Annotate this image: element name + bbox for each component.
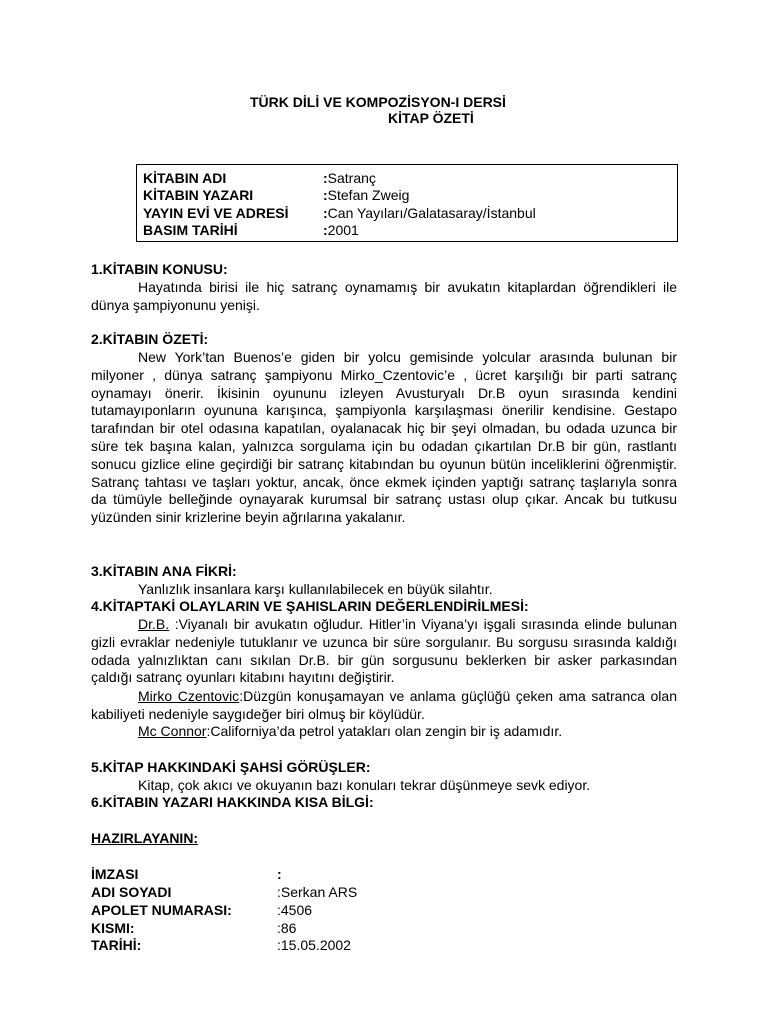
section-heading-fikir: 3.KİTABIN ANA FİKRİ: <box>91 563 237 579</box>
book-info-value: :Can Yayıları/Galatasaray/İstanbul <box>323 205 536 221</box>
book-info-value: :2001 <box>323 222 359 238</box>
section-heading-gorusler: 5.KİTAP HAKKINDAKİ ŞAHSİ GÖRÜŞLER: <box>91 759 371 775</box>
character-description: :Viyanalı bir avukatın oğludur. Hitler’in Viyana’yı işgali sırasında elinde bulunan gizli evraklar nedeniyle tutuklanır ve uzunca bir süre sorgulanır. Bu sorgusu sırasında kaldığı odada yalnızlıktan canı sıkılan Dr.B. bir gün sorgusunu beklerken bir asker parkasından çaldığı satranç oyunları kitabını hayıtını değiştirir. <box>91 616 677 686</box>
character-description: :Düzgün konuşamayan ve anlama güçlüğü çeken ama satranca olan kabiliyeti nedeniyle saygıdeğer biri olmuş bir köylüdür. <box>91 688 677 722</box>
preparer-field-label: KISMI: <box>91 920 135 936</box>
character-description: :Californiya’da petrol yatakları olan zengin bir iş adamıdır. <box>206 723 563 739</box>
preparer-field-value: :15.05.2002 <box>277 937 351 953</box>
preparer-field-label: APOLET NUMARASI: <box>91 902 232 918</box>
section-text-gorusler: Kitap, çok akıcı ve okuyanın bazı konuları tekrar düşünmeye sevk ediyor. <box>138 777 591 793</box>
book-info-label: BASIM TARİHİ <box>143 222 238 238</box>
preparer-field-value: :4506 <box>277 902 313 918</box>
book-info-label: YAYIN EVİ VE ADRESİ <box>143 205 289 221</box>
character-name: Dr.B. <box>138 616 170 632</box>
preparer-field-value: :Serkan ARS <box>277 884 358 900</box>
book-info-label: KİTABIN YAZARI <box>143 187 254 203</box>
section-text-ozet: New York’tan Buenos’e giden bir yolcu gemisinde yolcular arasında bulunan bir milyoner , dünya satranç şampiyonu Mirko_Czentovic’e , ücret karşılığı bir parti satranç oynamayı önerir. İkisinin oyununu izleyen Avusturyalı Dr.B oyun sırasında kendini tutamayıponların oyununa karışınca, şampiyonla karşılaşması önerilir kendisine. Gestapo tarafından bir otel odasına kapatılan, oyalanacak hiç bir şeyi olmadan, bu odada uzunca bir süre tek başına kalan, yalnızca sorgulama için bu odadan çıkartılan Dr.B bir gün, rastlantı sonucu gizlice eline geçirdiği bir satranç kitabından bu oyunun bütün inceliklerini öğrenmiştir. Satranç tahtası ve taşları yoktur, ancak, önce ekmek içinden yaptığı satranç taşlarıyla sonra da tümüyle belleğinde oynayarak kurumsal bir satranç ustası olup çıkar. Ancak bu tutkusu yüzünden sinir krizlerine beyin ağrılarına yakalanır. <box>91 349 677 526</box>
section-heading-konu: 1.KİTABIN KONUSU: <box>91 261 228 277</box>
preparer-field-label: ADI SOYADI <box>91 884 172 900</box>
book-info-value: :Stefan Zweig <box>323 187 410 203</box>
preparer-field-value: : <box>277 866 282 882</box>
preparer-heading: HAZIRLAYANIN: <box>91 830 199 846</box>
character-name: Mc Connor <box>138 723 207 739</box>
document-title: KİTAP ÖZETİ <box>388 110 474 126</box>
book-info-box <box>136 164 678 242</box>
section-heading-olaylar: 4.KİTAPTAKİ OLAYLARIN VE ŞAHISLARIN DEĞERLENDİRİLMESİ: <box>91 598 529 614</box>
character-paragraph <box>91 723 677 741</box>
section-heading-yazar: 6.KİTABIN YAZARI HAKKINDA KISA BİLGİ: <box>91 794 374 810</box>
preparer-field-label: TARİHİ: <box>91 937 142 953</box>
section-heading-ozet: 2.KİTABIN ÖZETİ: <box>91 331 209 347</box>
book-info-label: KİTABIN ADI <box>143 170 227 186</box>
character-paragraph <box>91 616 677 687</box>
character-paragraph <box>91 688 677 724</box>
book-info-value: :Satranç <box>323 170 376 186</box>
section-text-fikir: Yanlızlık insanlara karşı kullanılabilecek en büyük silahtır. <box>138 581 493 597</box>
preparer-field-value: :86 <box>277 920 297 936</box>
character-name: Mirko Czentovic <box>138 688 240 704</box>
section-text-konu: Hayatında birisi ile hiç satranç oynamamış bir avukatın kitaplardan öğrendikleri ile dünya şampiyonunu yenişi. <box>91 279 677 313</box>
course-title: TÜRK DİLİ VE KOMPOZİSYON-I DERSİ <box>250 94 506 110</box>
preparer-field-label: İMZASI <box>91 866 139 882</box>
